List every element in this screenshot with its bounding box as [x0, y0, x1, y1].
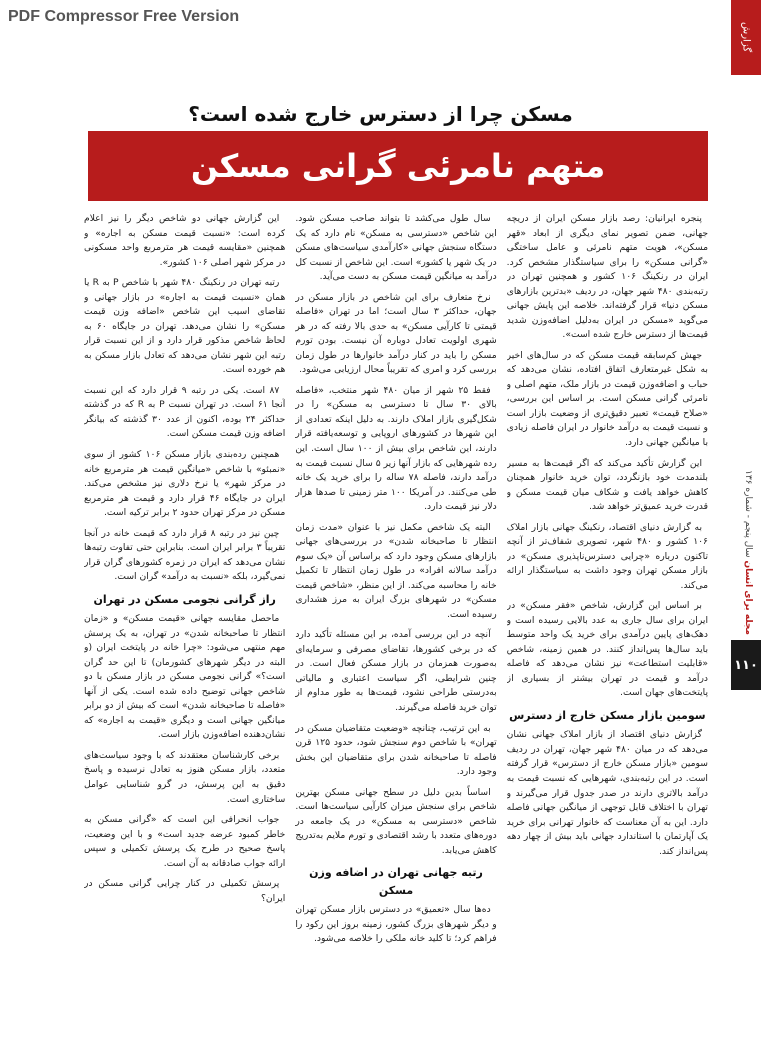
- paragraph: ماحصل مقایسه جهانی «قیمت مسکن» و «زمان انتظار تا صاحبخانه شدن» در تهران، به یک پرسش مهم منتهی می‌شود: «چرا خانه در پایتخت ایران (و البته در دیگر شهرهای کشورمان) تا این حد گران است؟» گرانی نجومی مسکن در بازار مسکن با دو شاخص جهانی توضیح داده شده است. یکی از آنها «فاصله تا صاحبخانه شدن» است که بیش از دو برابر میانگین جهانی است و دیگری «قیمت به اجاره» که نشان‌دهنده اضافه‌وزن بازار است.: [84, 613, 286, 741]
- paragraph: اساساً بدین دلیل در سطح جهانی مسکن بهترین شاخص برای سنجش میزان کارآیی سیاست‌ها است. شاخص «دسترسی به مسکن» در یک جامعه در دوره‌های متعدد با رشد اقتصادی و تورم ملایم به‌تدریج کاهش می‌یابد.: [295, 786, 497, 856]
- paragraph: رتبه تهران در رنکینگ ۴۸۰ شهر با شاخص P به R یا همان «نسبت قیمت به اجاره» در بازار جهانی و تقاضای اسیب این شاخص «اضافه وزن قیمت مسکن» را نشان می‌دهد. تهران در جایگاه ۶۰ به لحاظ شاخص مذکور قرار دارد و از این نسبت قرار رتبه این شهر نشان می‌دهد که تعادل بازار مسکن به هم خورده است.: [84, 277, 286, 376]
- subheading: سومین بازار مسکن خارج از دسترس: [509, 709, 706, 722]
- article-body: [84, 212, 708, 1032]
- column-3: [84, 212, 285, 1032]
- paragraph: جهش کم‌سابقه قیمت مسکن که در سال‌های اخیر به شکل غیرمتعارف اتفاق افتاده، نشان می‌دهد که حباب و اضافه‌وزن قیمت در بازار ملک، متهم اصلی و نامرئی گرانی مسکن است. بر اساس این بررسی، «صلاح قیمت» تعبیر دقیق‌تری از وضعیت بازار است و نسبت قیمت به درآمد خانوار در ایران فاصله زیادی با میانگین جهانی دارد.: [506, 349, 708, 448]
- paragraph: گزارش دنیای اقتصاد از بازار املاک جهانی نشان می‌دهد که در میان ۴۸۰ شهر جهان، تهران در ردیف سومین «بازار مسکن خارج از دسترس» قرار گرفته است. در این رتبه‌بندی، شهرهایی که نسبت قیمت به درآمد بالاتری دارند در صدر جدول قرار می‌گیرند و تهران با اختلاف قابل توجهی از میانگین جهانی فاصله دارد. این به آن معناست که خانوار تهرانی برای خرید یک آپارتمان با استاندارد جهانی باید بیش از چهار دهه پس‌انداز کند.: [506, 729, 708, 857]
- headline-banner: [88, 131, 708, 201]
- page-number: ۱۱۰: [731, 640, 761, 690]
- paragraph: این گزارش جهانی دو شاخص دیگر را نیز اعلام کرده است: «نسبت قیمت مسکن به اجاره» و همچنین «مقایسه قیمت هر مترمربع واحد مسکونی در مرکز شهر اصلی ۱۰۶ کشور».: [84, 213, 286, 268]
- side-bar: [731, 0, 761, 1045]
- paragraph: آنچه در این بررسی آمده، بر این مسئله تأکید دارد که در برخی کشورها، تقاضای مصرفی و سرمایه‌ای به‌صورت همزمان در بازار مسکن فعال است. در چنین شرایطی، اگر سیاست اعتباری و مالیاتی به‌درستی طراحی نشود، قیمت‌ها به طور مداوم از توان خرید فاصله می‌گیرند.: [295, 629, 497, 713]
- paragraph: سال طول می‌کشد تا بتواند صاحب مسکن شود. این شاخص «دسترسی به مسکن» نام دارد که یک دستگاه سنجش جهانی «کارآمدی سیاست‌های مسکن در یک شهر یا کشور» است. این شاخص از نسبت کل درآمد به میانگین قیمت مسکن به دست می‌آید.: [295, 213, 497, 283]
- running-header: [743, 470, 753, 635]
- paragraph: چین نیز در رتبه ۸ قرار دارد که قیمت خانه در آنجا تقریباً ۳ برابر ایران است. بنابراین حتی تفاوت رتبه‌ها نشان می‌دهد که ایران در زمره کشورهای گران قرار نمی‌گیرد، بلکه «نسبت به درآمد» گران است.: [84, 527, 286, 583]
- paragraph: پنجره ایرانیان: رصد بازار مسکن ایران از دریچه جهانی، ضمن تصویر نمای دیگری از ابعاد «قهر مسکن»، هویت متهم نامرئی و عامل ساختگی «گرانی مسکن» را برای سیاستگذار مشخص کرد. ایران در رنکینگ ۱۰۶ کشور و همچنین تهران در رتبه‌بندی ۴۸۰ شهر جهان، در ردیف «بدترین بازارهای مسکن دنیا» قرار گرفته‌اند. خلاصه این پایش جهانی می‌گوید «مسکن در ایران به‌دلیل اضافه‌وزن شدید قیمت‌ها از دسترس خارج شده است».: [506, 213, 708, 341]
- section-label: گزارش: [740, 22, 752, 53]
- paragraph: البته یک شاخص مکمل نیز با عنوان «مدت زمان انتظار تا صاحبخانه شدن» در بررسی‌های جهانی بازارهای مسکن وجود دارد که براساس آن «یک سوم درآمد سالانه افراد» در طول زمان انتظار تا تکمیل خانه را محاسبه می‌کند. از این منظر، «شاخص قیمت مسکن» در شهرهای بزرگ ایران به مرز هشداری رسیده است.: [295, 521, 497, 620]
- magazine-name: مجله برای انسان: [743, 560, 753, 635]
- subheading: راز گرانی نجومی مسکن در تهران: [93, 592, 276, 606]
- paragraph: همچنین رده‌بندی بازار مسکن ۱۰۶ کشور از سوی «نمبئو» با شاخص «میانگین قیمت هر مترمربع خانه در مرکز شهر» یا نرخ دلاری نیز مشخص می‌کند. ایران در جایگاه ۴۶ قرار دارد و قیمت هر مترمربع مسکن در مرکز تهران حدود ۲ برابر ترکیه است.: [84, 448, 286, 519]
- paragraph: فقط ۲۵ شهر از میان ۴۸۰ شهر منتخب، «فاصله بالای ۳۰ سال تا دسترسی به مسکن» را در شکل‌گیری بازار املاک دارند. به دلیل اینکه تعدادی از این شهرها در کشورهای اروپایی و توسعه‌یافته قرار دارند، این شاخص برای بیش از ۱۰۰ سال است. این رده شهرهایی که بازار آنها زیر ۵ سال نسبت قیمت به درآمد دارند، فاصله ۷۸ ساله را برای خرید یک خانه طی می‌کنند. در آمریکا ۱۰۰ متر زمینی تا صدها هزار دلار نیز قیمت دارد.: [295, 384, 497, 513]
- paragraph: به گزارش دنیای اقتصاد، رنکینگ جهانی بازار املاک ۱۰۶ کشور و ۴۸۰ شهر، تصویری شفاف‌تر از آنچه تاکنون درباره «چرایی دسترس‌ناپذیری مسکن» در بازار مسکن تهران وجود داشت به سیاستگذار ارائه می‌کند.: [506, 521, 708, 591]
- watermark-text: PDF Compressor Free Version: [8, 8, 240, 25]
- article-kicker: مسکن چرا از دسترس خارج شده است؟: [188, 102, 573, 126]
- paragraph: بر اساس این گزارش، شاخص «فقر مسکن» در ایران برای سال جاری به عدد بالایی رسیده است و دهک‌های پایین درآمدی برای خرید یک واحد متوسط باید سال‌ها پس‌انداز کنند. در همین زمینه، شاخص «قابلیت استطاعت» نیز نشان می‌دهد که فاصله درآمد و قیمت در تهران بیشتر از بسیاری از پایتخت‌های جهان است.: [506, 600, 708, 699]
- paragraph: جواب انحرافی این است که «گرانی مسکن به خاطر کمبود عرضه جدید است» و با این وضعیت، پاسخ صحیح در طرح یک پرسش تکمیلی و سپس ارائه جواب صادقانه به آن است.: [84, 814, 286, 869]
- paragraph: ۸۷ است. یکی در رتبه ۹ قرار دارد که این نسبت آنجا ۶۱ است. در تهران نسبت P به R که در گذشته حداکثر ۲۴ بوده، اکنون از عدد ۳۰ گذشته که بیانگر اضافه وزن قیمت مسکن است.: [84, 384, 286, 440]
- subheading: رتبه جهانی تهران در اضافه وزن مسکن: [309, 866, 483, 897]
- paragraph: پرسش تکمیلی در کنار چرایی گرانی مسکن در ایران؟: [84, 878, 286, 904]
- article-headline: متهم نامرئی گرانی مسکن: [190, 147, 606, 185]
- column-1: [507, 212, 708, 1032]
- paragraph: این گزارش تأکید می‌کند که اگر قیمت‌ها به مسیر بلندمدت خود بازنگردد، توان خرید خانوار همچنان کاهش خواهد یافت و شکاف میان قیمت مسکن و قدرت خرید عمیق‌تر خواهد شد.: [506, 457, 708, 513]
- paragraph: به این ترتیب، چنانچه «وضعیت متقاضیان مسکن در تهران» با شاخص دوم سنجش شود، حدود ۱۲۵ قرن فاصله تا صاحبخانه شدن برای متقاضیان این بخش وجود دارد.: [295, 722, 497, 778]
- paragraph: برخی کارشناسان معتقدند که با وجود سیاست‌های متعدد، بازار مسکن هنوز به تعادل نرسیده و پاسخ دقیق به این پرسش، در گرو شناسایی عوامل ساختاری است.: [84, 749, 286, 805]
- issue-info: سال پنجم - شماره ۱۳۶: [743, 470, 753, 558]
- section-tab: [731, 0, 761, 75]
- column-2: [295, 212, 496, 1032]
- paragraph: ده‌ها سال «تعمیق» در دسترس بازار مسکن تهران و دیگر شهرهای بزرگ کشور، زمینه بروز این رکود را فراهم کرد؛ تا کلید خانه ملکی را خلاصه می‌شود.: [295, 904, 497, 945]
- paragraph: نرخ متعارف برای این شاخص در بازار مسکن در جهان، حداکثر ۳ سال است؛ اما در تهران «فاصله قیمتی تا کارآیی مسکن» به حدی بالا رفته که در هر شهری اولویت تعادل دوباره آن نیست. بودن تورم مسکن را باید در کنار درآمد خانوارها در طول زمان بررسی کرد و امری که تقریباً محال ارزیابی می‌شود.: [295, 291, 497, 376]
